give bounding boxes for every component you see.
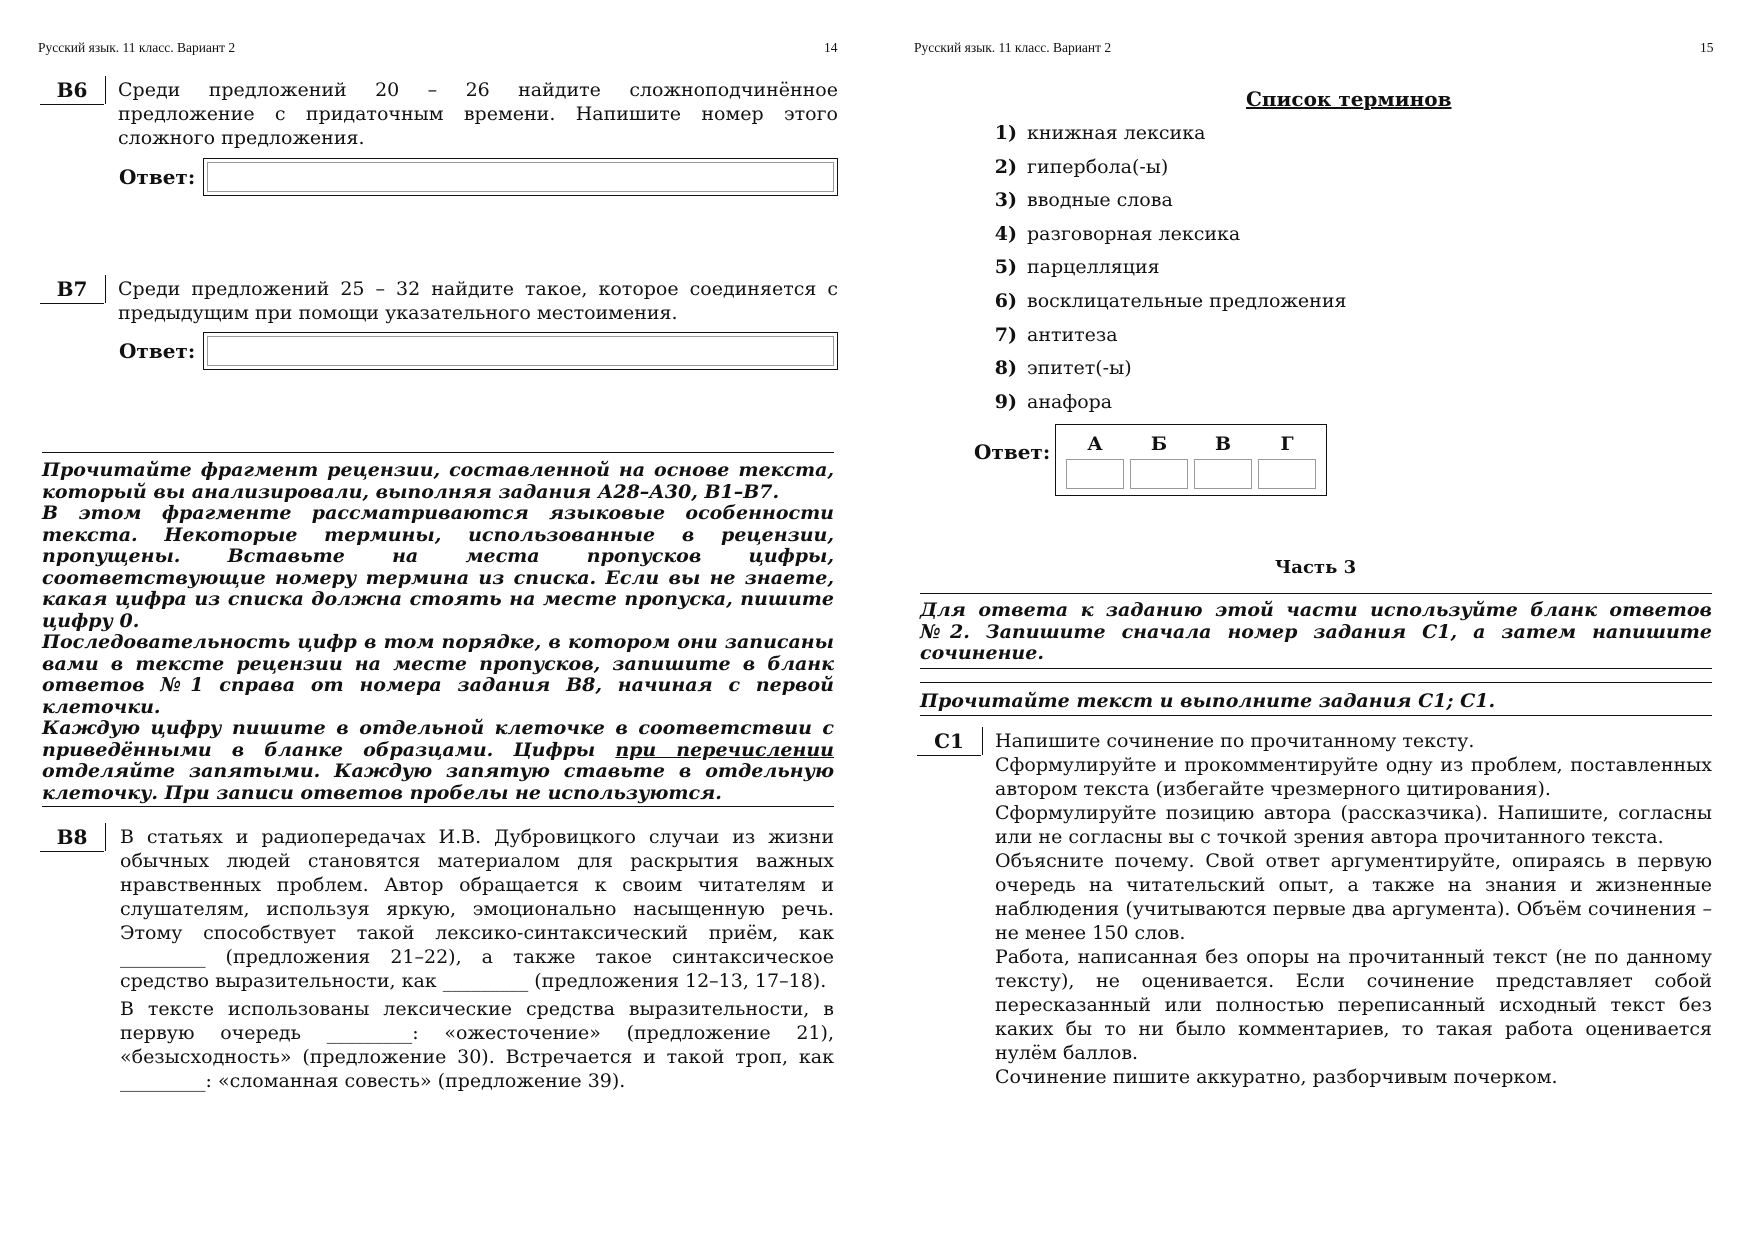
answer-b7: [119, 332, 838, 370]
term-item: [987, 189, 1173, 215]
task-label: В7: [40, 277, 104, 304]
part3-title: Часть 3: [1274, 557, 1357, 578]
c1-line: Сформулируйте позицию автора (рассказчика). Напишите, согласны или не согласны вы с точкой зрения автора прочитанного текста.: [995, 802, 1712, 848]
grid-column-header: Г: [1280, 433, 1294, 455]
term-text: восклицательные предложения: [1027, 290, 1347, 312]
instruction-paragraph: Последовательность цифр в том порядке, в котором они записаны вами в тексте рецензии на месте пропусков, запишите в бланк ответов №1 справа от номера задания В8, начиная с первой клеточки.: [42, 631, 834, 718]
answer-box[interactable]: [203, 332, 838, 370]
answer-grid: [1055, 424, 1327, 496]
instruction-paragraph: Каждую цифру пишите в отдельной клеточке в соответствии с приведёнными в бланке образцами. Цифры при перечислении отделяйте запятыми. Каждую запятую ставьте в отдельную клеточку. При записи ответов пробелы не используются.: [42, 717, 834, 804]
part3-instructions: Для ответа к заданию этой части используйте бланк ответов №2. Запишите сначала номер задания С1, а затем напишите сочинение.: [920, 599, 1712, 664]
term-text: эпитет(-ы): [1027, 357, 1132, 380]
task-label: В6: [40, 78, 104, 105]
answer-label: Ответ:: [119, 165, 196, 189]
divider: [42, 452, 834, 453]
divider: [920, 668, 1712, 669]
page-header: Русский язык. 11 класс. Вариант 2: [914, 40, 1112, 55]
divider: [920, 715, 1712, 716]
term-text: книжная лексика: [1027, 122, 1206, 144]
read-instructions: Прочитайте текст и выполните задания С1; С1.: [920, 690, 1496, 712]
answer-cell[interactable]: [1258, 459, 1316, 489]
term-number: 4): [994, 222, 1017, 245]
page-number: 14: [824, 40, 838, 55]
instruction-paragraph: В этом фрагменте рассматриваются языковые особенности текста. Некоторые термины, использованные в рецензии, пропущены. Вставьте на места пропусков цифры, соответствующие номеру термина из списка. Если вы не знаете, какая цифра из списка должна стоять на месте пропуска, пишите цифру 0.: [42, 502, 834, 632]
term-item: [987, 357, 1132, 383]
c1-line: Сочинение пишите аккуратно, разборчивым почерком.: [995, 1066, 1558, 1088]
term-item: [987, 324, 1118, 350]
review-paragraph: В тексте использованы лексические средства выразительности, в первую очередь _________: «ожесточение» (предложение 21), «безысходность» (предложение 30). Встречается и такой троп, как _________: «сломанная совесть» (предложение 39).: [120, 998, 834, 1092]
term-number: 5): [994, 256, 1017, 279]
answer-label: Ответ:: [974, 440, 1051, 464]
term-number: 7): [994, 323, 1017, 346]
term-item: [987, 290, 1346, 316]
term-text: разговорная лексика: [1027, 222, 1241, 245]
grid-column-header: Б: [1150, 433, 1168, 455]
term-number: 8): [994, 357, 1017, 380]
term-item: [987, 256, 1160, 282]
c1-line: Напишите сочинение по прочитанному тексту.: [995, 730, 1475, 752]
answer-cell[interactable]: [1066, 459, 1124, 489]
term-text: анафора: [1027, 390, 1113, 413]
page-number: 15: [1700, 40, 1714, 55]
term-number: 6): [994, 290, 1017, 312]
task-text: [995, 729, 1712, 1089]
c1-line: Объясните почему. Свой ответ аргументируйте, опираясь в первую очередь на читательский опыт, а также на знания и жизненные наблюдения (учитываются первые два аргумента). Объём сочинения – не менее 150 слов.: [995, 850, 1712, 944]
answer-box[interactable]: [203, 158, 838, 196]
instruction-paragraph: Прочитайте фрагмент рецензии, составленной на основе текста, который вы анализировали, выполняя задания А28–А30, В1–В7.: [42, 459, 834, 503]
term-text: гипербола(-ы): [1027, 155, 1169, 178]
task-text: Среди предложений 25 – 32 найдите такое, которое соединяется с предыдущим при помощи указательного местоимения.: [118, 278, 838, 324]
term-text: парцелляция: [1027, 256, 1160, 279]
term-number: 9): [994, 390, 1017, 413]
term-item: [987, 223, 1240, 249]
c1-line: Работа, написанная без опоры на прочитанный текст (не по данному тексту), не оценивается. Если сочинение представляет собой пересказанный или полностью переписанный исходный текст без каких бы то ни было комментариев, то такая работа оценивается нулём баллов.: [995, 946, 1712, 1064]
task-label: С1: [917, 729, 981, 756]
review-paragraph: В статьях и радиопередачах И.В. Дубровицкого случаи из жизни обычных людей становятся материалом для раскрытия важных нравственных проблем. Автор обращается к своим читателям и слушателям, используя яркую, эмоционально насыщенную речь. Этому способствует такой лексико-синтаксический приём, как _________ (предложения 21–22), а также такое синтаксическое средство выразительности, как _________ (предложения 12–13, 17–18).: [120, 826, 834, 992]
answer-label: Ответ:: [119, 339, 196, 363]
c1-line: Сформулируйте и прокомментируйте одну из проблем, поставленных автором текста (избегайте чрезмерного цитирования).: [995, 754, 1712, 800]
divider: [42, 806, 834, 807]
answer-cell[interactable]: [1130, 459, 1188, 489]
answer-b8-grid: [974, 422, 1058, 464]
right-page: [877, 0, 1754, 1239]
term-item: [987, 122, 1205, 148]
term-text: вводные слова: [1027, 189, 1173, 212]
task-text: Среди предложений 20 – 26 найдите сложноподчинённое предложение с придаточным времени. Напишите номер этого сложного предложения.: [118, 79, 838, 149]
term-number: 1): [994, 122, 1017, 144]
divider: [920, 682, 1712, 683]
answer-cell[interactable]: [1194, 459, 1252, 489]
answer-b6: [119, 158, 838, 196]
term-number: 3): [994, 189, 1017, 212]
term-text: антитеза: [1027, 323, 1118, 346]
grid-column-header: В: [1214, 433, 1232, 455]
page-header: Русский язык. 11 класс. Вариант 2: [38, 40, 236, 55]
term-item: [987, 391, 1112, 417]
grid-column-header: А: [1087, 433, 1103, 455]
task-text: [120, 825, 834, 1093]
term-number: 2): [994, 155, 1017, 178]
task-label: В8: [40, 825, 104, 852]
terms-title: Список терминов: [1246, 87, 1452, 111]
term-item: [987, 156, 1168, 182]
review-instructions: [42, 460, 834, 804]
divider: [920, 593, 1712, 594]
